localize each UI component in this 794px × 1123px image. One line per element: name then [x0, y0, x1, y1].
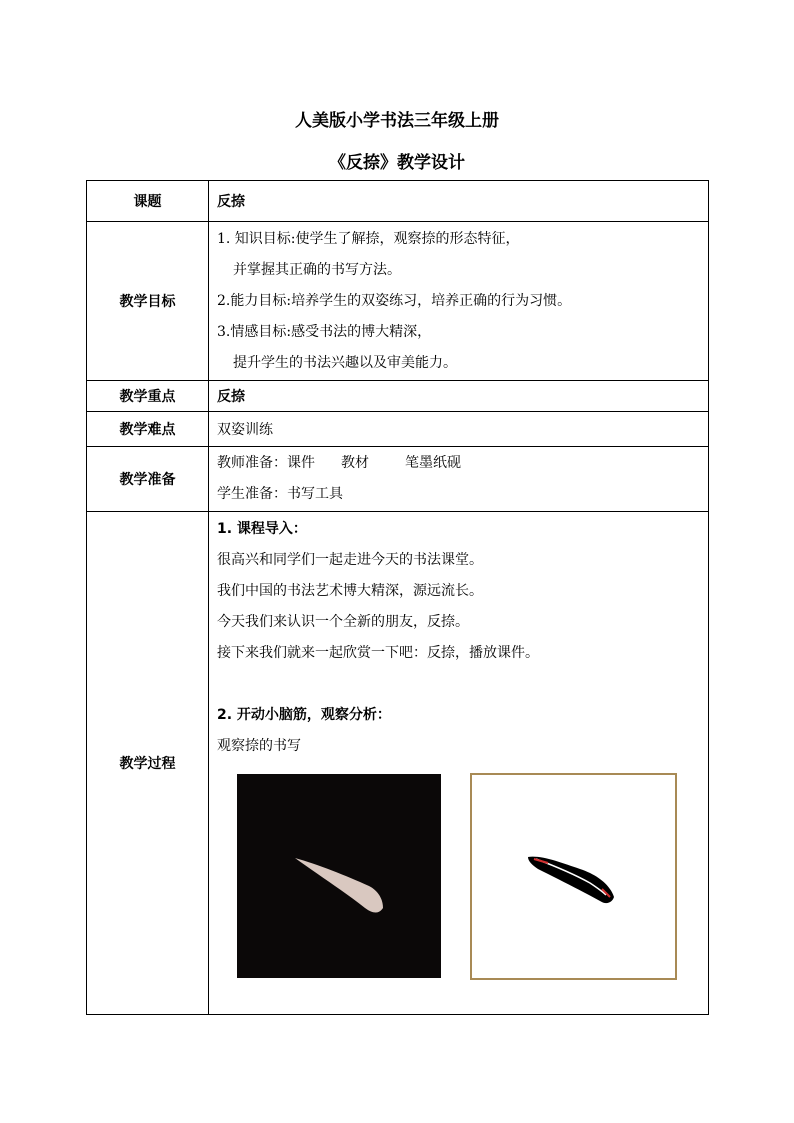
goal-line: 并掌握其正确的书写方法。: [233, 261, 401, 278]
row-process: [87, 512, 709, 1015]
process-line: 我们中国的书法艺术博大精深，源远流长。: [217, 583, 483, 599]
teacher-item: 笔墨纸砚: [405, 455, 461, 471]
section2-heading: 2. 开动小脑筋，观察分析：: [217, 707, 391, 723]
stroke-rubbing-image: [237, 774, 441, 978]
lesson-plan-table: [86, 180, 709, 1015]
value-key-point: 反捺: [209, 381, 709, 412]
label-goals: 教学目标: [87, 222, 209, 381]
row-key-point: [87, 381, 709, 412]
section1-heading: 1. 课程导入：: [217, 521, 307, 537]
teacher-preparation: 教师准备：课件 教材 笔墨纸砚: [217, 455, 461, 471]
goal-line: 提升学生的书法兴趣以及审美能力。: [233, 354, 457, 371]
stroke-diagram-image: [470, 773, 677, 980]
process-line: 很高兴和同学们一起走进今天的书法课堂。: [217, 552, 483, 568]
document-title: 人美版小学书法三年级上册: [295, 111, 499, 131]
label-key-point: 教学重点: [87, 381, 209, 412]
value-preparation: [209, 447, 709, 512]
teacher-item: 教材: [341, 455, 369, 471]
row-goals: [87, 222, 709, 381]
label-difficulty: 教学难点: [87, 412, 209, 447]
label-process: 教学过程: [87, 512, 209, 1015]
row-preparation: [87, 447, 709, 512]
stroke-images: [217, 762, 708, 1012]
label-topic: 课题: [87, 181, 209, 222]
row-difficulty: [87, 412, 709, 447]
goal-line: 2.能力目标:培养学生的双姿练习，培养正确的行为习惯。: [217, 292, 572, 309]
student-preparation: 学生准备：书写工具: [217, 486, 343, 502]
goal-line: 1. 知识目标:使学生了解捺，观察捺的形态特征，: [217, 230, 520, 247]
goal-line: 3.情感目标:感受书法的博大精深，: [217, 323, 432, 340]
process-line: 接下来我们就来一起欣赏一下吧：反捺，播放课件。: [217, 645, 539, 661]
value-topic: 反捺: [209, 181, 709, 222]
teacher-item: 课件: [287, 455, 315, 471]
label-preparation: 教学准备: [87, 447, 209, 512]
black-stroke-shape: [472, 775, 675, 978]
process-line: 观察捺的书写: [217, 738, 301, 754]
value-goals: [209, 222, 709, 381]
value-difficulty: 双姿训练: [209, 412, 709, 447]
document-subtitle: 《反捺》教学设计: [329, 153, 465, 173]
pale-stroke-shape: [237, 774, 441, 978]
process-line: 今天我们来认识一个全新的朋友，反捺。: [217, 614, 469, 630]
value-process: [209, 512, 709, 1015]
row-topic: [87, 181, 709, 222]
